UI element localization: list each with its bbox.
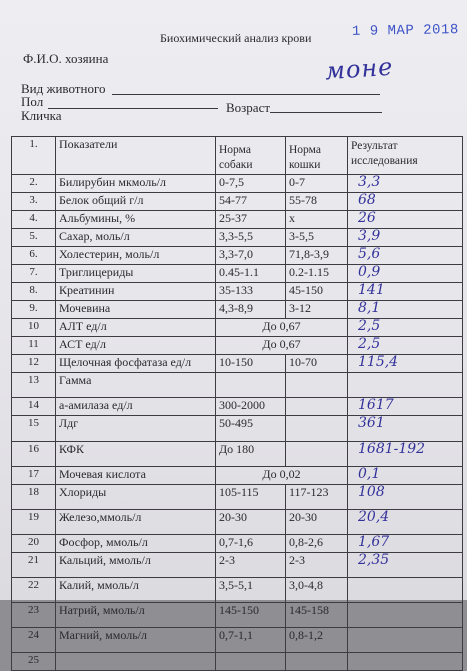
shared-norm-cell: До 0,67 — [216, 319, 348, 337]
row-number-cell: 16 — [12, 442, 56, 467]
cat-norm-cell: 3-5,5 — [286, 229, 348, 247]
table-row — [12, 398, 463, 416]
result-handwritten-cell: 3,9 — [348, 229, 463, 247]
table-row — [12, 373, 463, 398]
row-number-cell: 18 — [12, 485, 56, 510]
table-row — [12, 193, 463, 211]
cat-norm-cell: 55-78 — [286, 193, 348, 211]
date-stamp: 1 9 MAP 2018 — [351, 22, 459, 40]
result-handwritten-cell: 2,5 — [348, 337, 463, 355]
dog-norm-cell: До 180 — [216, 442, 286, 467]
indicator-name-cell: Натрий, ммоль/л — [56, 603, 216, 628]
indicator-name-cell: Гамма — [56, 373, 216, 398]
dog-norm-cell: 50-495 — [216, 416, 286, 442]
nickname-label: Кличка — [21, 108, 62, 123]
species-label: Вид животного — [21, 81, 106, 96]
table-row — [12, 301, 463, 319]
result-handwritten-cell: 3,3 — [348, 175, 463, 193]
result-handwritten-cell: 20,4 — [348, 510, 463, 535]
age-label: Возраст — [226, 100, 271, 115]
dog-norm-cell: 3,3-5,5 — [216, 229, 286, 247]
dog-norm-cell: 0-7,5 — [216, 175, 286, 193]
dog-norm-cell: 25-37 — [216, 211, 286, 229]
row-number-cell: 3. — [12, 193, 56, 211]
table-header-row — [12, 137, 463, 175]
dog-norm-cell: 20-30 — [216, 510, 286, 535]
header-cell-indicator: Показатели — [56, 137, 216, 175]
indicator-name-cell: Альбумины, % — [56, 211, 216, 229]
header-cell-dog-norm: Норма собаки — [216, 137, 286, 175]
row-number-cell: 2. — [12, 175, 56, 193]
row-number-cell: 14 — [12, 398, 56, 416]
cat-norm-cell: 20-30 — [286, 510, 348, 535]
dog-norm-cell: 105-115 — [216, 485, 286, 510]
row-number-cell: 22 — [12, 578, 56, 603]
dog-norm-cell: 0.45-1.1 — [216, 265, 286, 283]
results-table — [11, 136, 463, 671]
result-handwritten-cell: 108 — [348, 485, 463, 510]
result-handwritten-cell: 8,1 — [348, 301, 463, 319]
result-handwritten-cell: 2,5 — [348, 319, 463, 337]
table-row — [12, 416, 463, 442]
cat-norm-cell: 0,8-2,6 — [286, 535, 348, 553]
table-row — [12, 265, 463, 283]
table-row — [12, 603, 463, 628]
result-handwritten-cell — [348, 373, 463, 398]
row-number-cell: 8. — [12, 283, 56, 301]
indicator-name-cell: АЛТ ед/л — [56, 319, 216, 337]
sex-line — [48, 108, 218, 109]
row-number-cell: 13 — [12, 373, 56, 398]
row-number-cell: 25 — [12, 653, 56, 671]
cat-norm-cell: 0,8-1,2 — [286, 628, 348, 653]
row-number-cell: 24 — [12, 628, 56, 653]
result-handwritten-cell: 1617 — [348, 398, 463, 416]
dog-norm-cell — [216, 373, 286, 398]
dog-norm-cell: 4,3-8,9 — [216, 301, 286, 319]
indicator-name-cell: Железо,ммоль/л — [56, 510, 216, 535]
row-number-cell: 10 — [12, 319, 56, 337]
result-handwritten-cell: 0,1 — [348, 467, 463, 485]
sex-label: Пол — [21, 94, 44, 109]
table-row — [12, 319, 463, 337]
cat-norm-cell: 0-7 — [286, 175, 348, 193]
dog-norm-cell: 35-133 — [216, 283, 286, 301]
form-title: Биохимический анализ крови — [160, 31, 312, 45]
indicator-name-cell: Триглицериды — [56, 265, 216, 283]
result-handwritten-cell: 115,4 — [348, 355, 463, 373]
table-row — [12, 535, 463, 553]
shared-norm-cell: До 0,67 — [216, 337, 348, 355]
cat-norm-cell: x — [286, 211, 348, 229]
indicator-name-cell: Калий, ммоль/л — [56, 578, 216, 603]
row-number-cell: 23 — [12, 603, 56, 628]
indicator-name-cell: АСТ ед/л — [56, 337, 216, 355]
shared-norm-cell: До 0,02 — [216, 467, 348, 485]
indicator-name-cell: Мочевая кислота — [56, 467, 216, 485]
cat-norm-cell: 3-12 — [286, 301, 348, 319]
result-handwritten-cell: 5,6 — [348, 247, 463, 265]
cat-norm-cell: 145-158 — [286, 603, 348, 628]
dog-norm-cell: 0,7-1,1 — [216, 628, 286, 653]
result-handwritten-cell: 68 — [348, 193, 463, 211]
table-row — [12, 247, 463, 265]
table-row — [12, 355, 463, 373]
row-number-cell: 20 — [12, 535, 56, 553]
header-cell-result: Результат исследования — [348, 137, 463, 175]
dog-norm-cell: 54-77 — [216, 193, 286, 211]
indicator-name-cell: Креатинин — [56, 283, 216, 301]
owner-label: Ф.И.О. хозяина — [23, 51, 109, 66]
indicator-name-cell: Магний, ммоль/л — [56, 628, 216, 653]
dog-norm-cell: 3,3-7,0 — [216, 247, 286, 265]
row-number-cell: 4. — [12, 211, 56, 229]
result-handwritten-cell: 2,35 — [348, 553, 463, 578]
cat-norm-cell — [286, 373, 348, 398]
result-handwritten-cell: 26 — [348, 211, 463, 229]
table-row — [12, 553, 463, 578]
age-line — [270, 112, 382, 113]
dog-norm-cell: 0,7-1,6 — [216, 535, 286, 553]
indicator-name-cell: Лдг — [56, 416, 216, 442]
result-handwritten-cell — [348, 628, 463, 653]
row-number-cell: 15 — [12, 416, 56, 442]
indicator-name-cell: Сахар, моль/л — [56, 229, 216, 247]
dog-norm-cell: 3,5-5,1 — [216, 578, 286, 603]
row-number-cell: 7. — [12, 265, 56, 283]
indicator-name-cell: Фосфор, ммоль/л — [56, 535, 216, 553]
cat-norm-cell: 10-70 — [286, 355, 348, 373]
dog-norm-cell: 145-150 — [216, 603, 286, 628]
cat-norm-cell: 2-3 — [286, 553, 348, 578]
table-row — [12, 628, 463, 653]
indicator-name-cell: Хлориды — [56, 485, 216, 510]
indicator-name-cell: а-амилаза ед/л — [56, 398, 216, 416]
indicator-name-cell: Щелочная фосфатаза ед/л — [56, 355, 216, 373]
nickname-handwritten: моне — [324, 52, 395, 86]
row-number-cell: 12 — [12, 355, 56, 373]
header-cell-cat-norm: Норма кошки — [286, 137, 348, 175]
table-row — [12, 283, 463, 301]
table-row — [12, 337, 463, 355]
row-number-cell: 6. — [12, 247, 56, 265]
indicator-name-cell — [56, 653, 216, 671]
result-handwritten-cell — [348, 578, 463, 603]
indicator-name-cell: Мочевина — [56, 301, 216, 319]
row-number-cell: 19 — [12, 510, 56, 535]
dog-norm-cell — [216, 653, 286, 671]
result-handwritten-cell: 141 — [348, 283, 463, 301]
cat-norm-cell: 45-150 — [286, 283, 348, 301]
table-row — [12, 442, 463, 467]
indicator-name-cell: Кальций, ммоль/л — [56, 553, 216, 578]
dog-norm-cell: 10-150 — [216, 355, 286, 373]
row-number-cell: 9. — [12, 301, 56, 319]
dog-norm-cell: 2-3 — [216, 553, 286, 578]
row-number-cell: 5. — [12, 229, 56, 247]
cat-norm-cell: 3,0-4,8 — [286, 578, 348, 603]
table-row — [12, 229, 463, 247]
row-number-cell: 21 — [12, 553, 56, 578]
dog-norm-cell: 300-2000 — [216, 398, 286, 416]
row-number-cell: 11 — [12, 337, 56, 355]
row-number-cell: 17 — [12, 467, 56, 485]
table-row — [12, 578, 463, 603]
species-line — [112, 94, 380, 95]
table-row — [12, 175, 463, 193]
cat-norm-cell — [286, 653, 348, 671]
table-row — [12, 485, 463, 510]
result-handwritten-cell: 361 — [348, 416, 463, 442]
result-handwritten-cell: 1,67 — [348, 535, 463, 553]
cat-norm-cell: 117-123 — [286, 485, 348, 510]
table-row — [12, 211, 463, 229]
indicator-name-cell: КФК — [56, 442, 216, 467]
indicator-name-cell: Билирубин мкмоль/л — [56, 175, 216, 193]
cat-norm-cell — [286, 442, 348, 467]
cat-norm-cell: 71,8-3,9 — [286, 247, 348, 265]
table-row — [12, 653, 463, 671]
result-handwritten-cell: 0,9 — [348, 265, 463, 283]
table-row — [12, 510, 463, 535]
table-row — [12, 467, 463, 485]
header-cell-number: 1. — [12, 137, 56, 175]
result-handwritten-cell — [348, 603, 463, 628]
cat-norm-cell: 0.2-1.15 — [286, 265, 348, 283]
indicator-name-cell: Холестерин, моль/л — [56, 247, 216, 265]
cat-norm-cell — [286, 398, 348, 416]
result-handwritten-cell — [348, 653, 463, 671]
cat-norm-cell — [286, 416, 348, 442]
result-handwritten-cell: 1681-192 — [348, 442, 463, 467]
indicator-name-cell: Белок общий г/л — [56, 193, 216, 211]
